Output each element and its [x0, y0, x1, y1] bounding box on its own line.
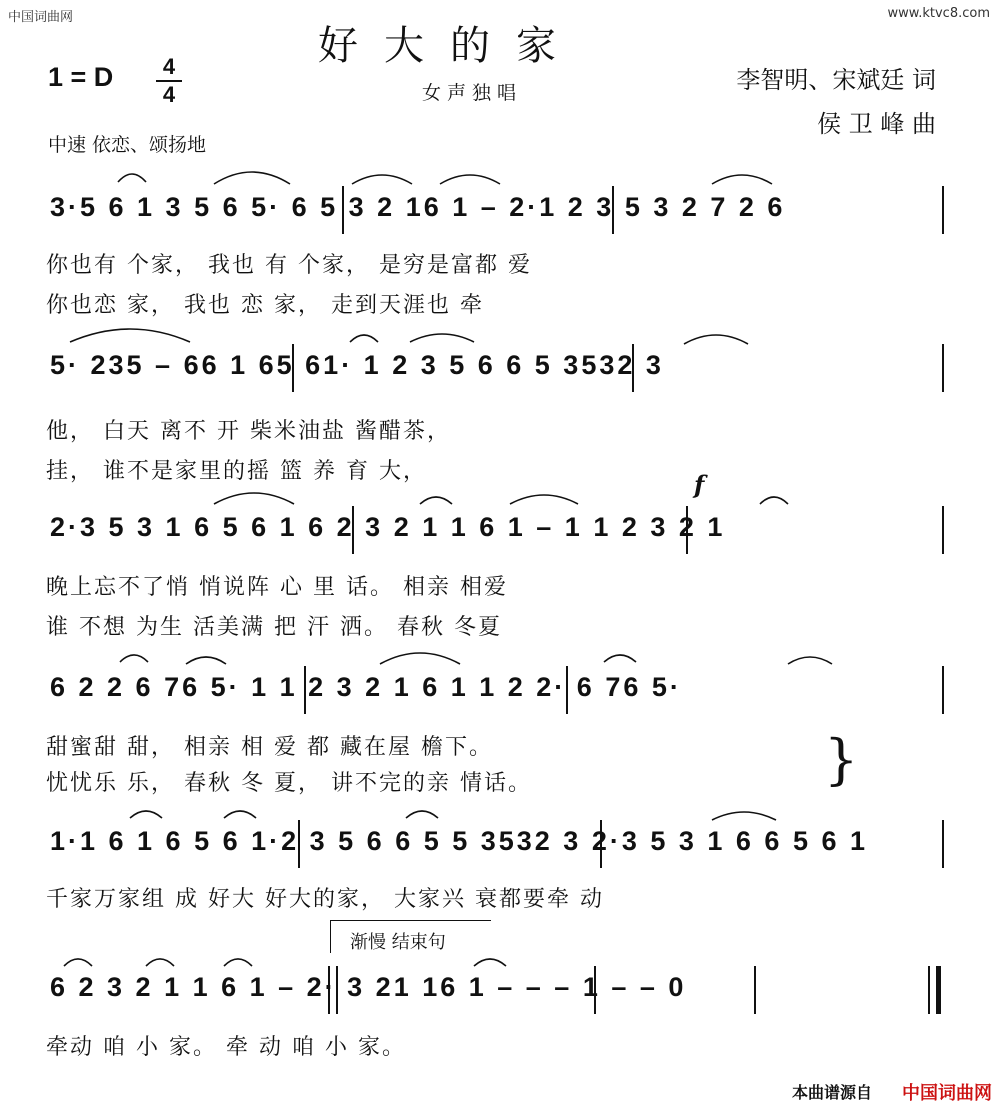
slur [118, 174, 146, 182]
notes-row-3: 2·3 5 3 1 6 5 6 1 6 2 3 2 1 1 6 1 – 1 1 2 3 2 1 [50, 512, 726, 542]
slur [420, 497, 452, 504]
notes-row-2: 5· 235 – 66 1 65 61· 1 2 3 5 6 6 5 3532 3 [50, 350, 664, 380]
slur [224, 811, 256, 818]
site-watermark-right: www.ktvc8.com [887, 6, 990, 21]
lyrics-2-verse-2: 挂， 谁不是家里的摇 篮 养 育 大， [46, 459, 427, 484]
forte-marking: f [694, 470, 705, 499]
slur [410, 334, 474, 342]
notes-row-4: 6 2 2 6 76 5· 1 1 2 3 2 1 6 1 1 2 2· 6 76 5· [50, 672, 682, 702]
lyrics-6: 牵动 咱 小 家。 牵 动 咱 小 家。 [46, 1035, 406, 1060]
slur [130, 811, 162, 818]
time-signature-top: 4 [162, 54, 176, 79]
key-signature: 1 = D [48, 62, 114, 92]
lyrics-4-verse-1: 甜蜜甜 甜， 相亲 相 爱 都 藏在屋 檐下。 [46, 735, 493, 760]
notes-row-5: 1·1 6 1 6 5 6 1·2 3 5 6 6 5 5 3532 3 2·3 5 3 1 6 6 5 6 1 [50, 826, 868, 856]
site-watermark-left: 中国词曲网 [8, 10, 74, 25]
time-signature-bottom: 4 [156, 80, 182, 108]
slur [760, 497, 788, 504]
lyricist-credit: 李智明、宋斌廷 词 [736, 66, 936, 94]
slur [70, 329, 190, 342]
slur [788, 657, 832, 664]
slur [604, 655, 636, 662]
lyrics-3-verse-2: 谁 不想 为生 活美满 把 汗 洒。 春秋 冬夏 [46, 615, 502, 640]
lyrics-4-verse-2: 忧忧乐 乐， 春秋 冬 夏， 讲不完的亲 情话。 [46, 771, 532, 796]
slur [214, 493, 294, 504]
composer-credit: 侯 卫 峰 曲 [817, 110, 936, 138]
lyrics-3-verse-1: 晚上忘不了悄 悄说阵 心 里 话。 相亲 相爱 [46, 575, 508, 600]
footer-site-name: 中国词曲网 [902, 1083, 992, 1104]
slur [406, 811, 438, 818]
slur [214, 172, 290, 184]
slur [120, 655, 148, 662]
slur [510, 495, 578, 504]
footer-source-label: 本曲谱源自 [792, 1083, 873, 1102]
slur [712, 812, 776, 820]
song-subtitle: 女声独唱 [422, 82, 523, 104]
lyrics-1-verse-2: 你也恋 家， 我也 恋 家， 走到天涯也 牵 [46, 293, 484, 318]
slur [146, 959, 174, 966]
notes-row-1: 3·5 6 1 3 5 6 5· 6 5 3 2 16 1 – 2·1 2 3 5 3 2 7 2 6 [50, 192, 786, 222]
slur [224, 959, 252, 966]
slur [440, 175, 500, 184]
slur [474, 959, 506, 966]
slur [186, 657, 226, 664]
lyrics-2-verse-1: 他， 白天 离不 开 柴米油盐 酱醋茶， [46, 419, 451, 444]
slur [684, 335, 748, 344]
lyrics-5: 千家万家组 成 好大 好大的家， 大家兴 衰都要牵 动 [46, 887, 604, 912]
slur [712, 175, 772, 184]
tempo-marking: 中速 依恋、颂扬地 [48, 134, 207, 156]
slur [352, 175, 412, 184]
slur [64, 959, 92, 966]
song-title: 好大的家 [318, 23, 582, 69]
volta-label: 渐慢 结束句 [350, 932, 446, 953]
verse-brace: } [824, 728, 859, 791]
slur [350, 335, 378, 342]
notes-row-6: 6 2 3 2 1 1 6 1 – 2· 3 21 16 1 – – – 1 – – 0 [50, 972, 687, 1002]
slur [380, 653, 460, 664]
lyrics-1-verse-1: 你也有 个家， 我也 有 个家， 是穷是富都 爱 [46, 253, 532, 278]
